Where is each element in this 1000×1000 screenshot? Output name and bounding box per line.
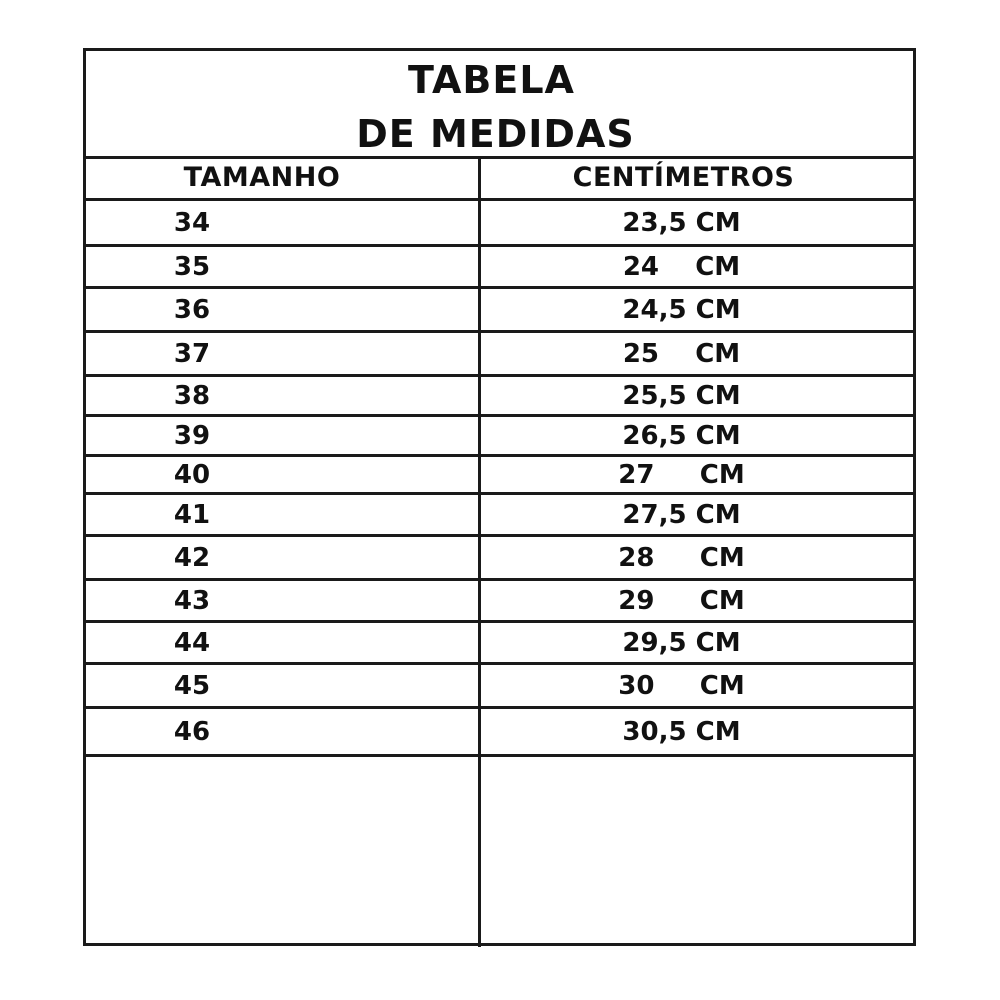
size-cell: 46 bbox=[173, 716, 211, 747]
table-row bbox=[86, 495, 913, 537]
table-row bbox=[86, 333, 913, 377]
centimeters-cell: 23,5 CM bbox=[622, 207, 741, 238]
title-line-1: TABELA bbox=[408, 58, 575, 102]
size-cell: 35 bbox=[173, 251, 211, 282]
title-line-2: DE MEDIDAS bbox=[356, 112, 635, 156]
size-chart-table bbox=[83, 48, 916, 946]
centimeters-cell: 27,5 CM bbox=[622, 499, 741, 530]
centimeters-cell: 26,5 CM bbox=[622, 420, 741, 451]
centimeters-cell: 30,5 CM bbox=[622, 716, 741, 747]
size-cell: 45 bbox=[173, 670, 211, 701]
size-cell: 38 bbox=[173, 380, 211, 411]
centimeters-cell: 30 CM bbox=[618, 670, 745, 701]
table-row bbox=[86, 289, 913, 333]
size-cell: 42 bbox=[173, 542, 211, 573]
centimeters-cell: 29,5 CM bbox=[622, 627, 741, 658]
size-cell: 44 bbox=[173, 627, 211, 658]
size-cell: 41 bbox=[173, 499, 211, 530]
table-row bbox=[86, 457, 913, 495]
header-size: TAMANHO bbox=[183, 162, 341, 193]
table-row bbox=[86, 709, 913, 757]
table-row bbox=[86, 537, 913, 581]
table-row bbox=[86, 581, 913, 623]
centimeters-cell: 29 CM bbox=[618, 585, 745, 616]
table-header-row bbox=[86, 157, 913, 201]
centimeters-cell: 27 CM bbox=[618, 459, 745, 490]
centimeters-cell: 24 CM bbox=[622, 251, 741, 282]
centimeters-cell: 24,5 CM bbox=[622, 294, 741, 325]
table-row bbox=[86, 247, 913, 289]
size-cell: 40 bbox=[173, 459, 211, 490]
title-block bbox=[86, 51, 913, 159]
table-row bbox=[86, 201, 913, 247]
centimeters-cell: 25,5 CM bbox=[622, 380, 741, 411]
table-row bbox=[86, 665, 913, 709]
table-row bbox=[86, 623, 913, 665]
size-cell: 34 bbox=[173, 207, 211, 238]
centimeters-cell: 28 CM bbox=[618, 542, 745, 573]
centimeters-cell: 25 CM bbox=[622, 338, 741, 369]
table-row bbox=[86, 417, 913, 457]
size-cell: 37 bbox=[173, 338, 211, 369]
header-centimeters: CENTÍMETROS bbox=[572, 162, 795, 193]
size-cell: 36 bbox=[173, 294, 211, 325]
size-cell: 43 bbox=[173, 585, 211, 616]
size-cell: 39 bbox=[173, 420, 211, 451]
table-row bbox=[86, 377, 913, 417]
